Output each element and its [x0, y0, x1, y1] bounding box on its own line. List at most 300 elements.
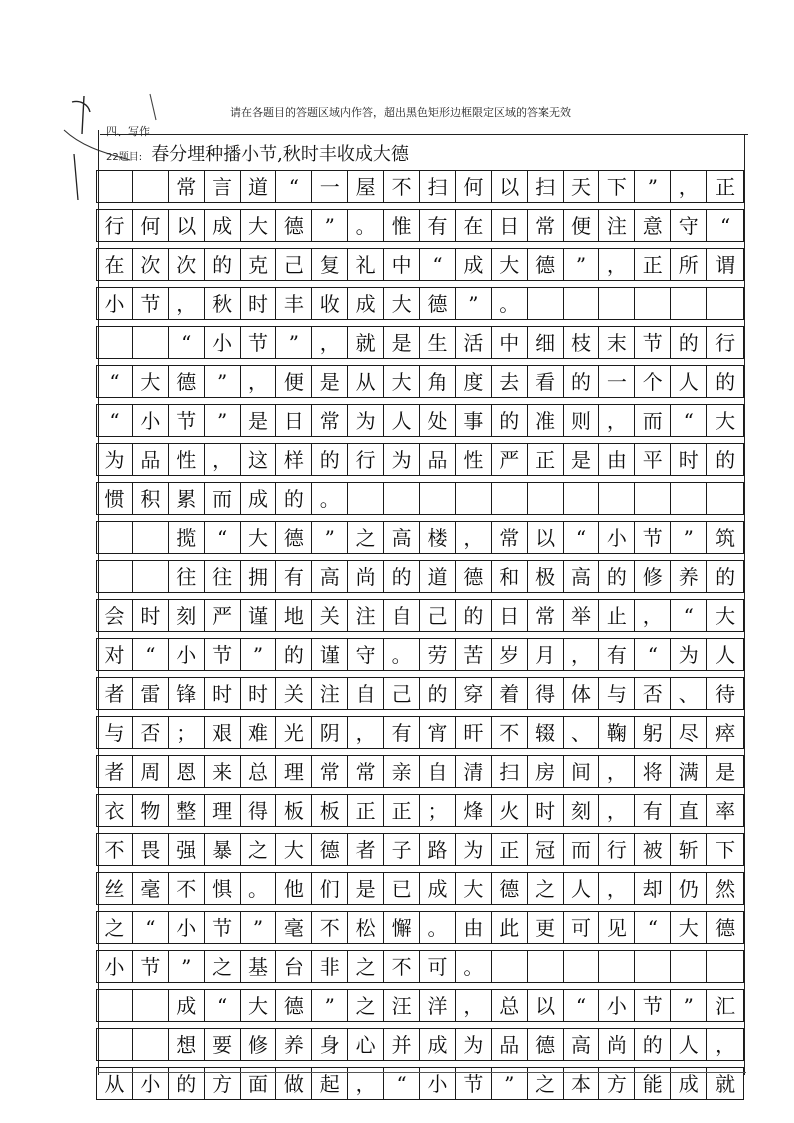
- grid-cell: 惯: [97, 483, 133, 514]
- grid-cell: 复: [312, 249, 348, 280]
- grid-cell: 已: [384, 873, 420, 904]
- grid-cell: ”: [205, 405, 241, 436]
- grid-cell: 性: [169, 444, 205, 475]
- grid-cell: 者: [97, 678, 133, 709]
- grid-cell: ，: [599, 795, 635, 826]
- grid-cell: 常: [312, 405, 348, 436]
- grid-cell: 下: [715, 837, 736, 862]
- grid-cell: 之: [528, 1068, 564, 1099]
- grid-cell: 性: [456, 444, 492, 475]
- grid-cell: 准: [528, 405, 564, 436]
- grid-cell: 扫: [420, 171, 456, 202]
- grid-cell: 时: [241, 288, 277, 319]
- grid-cell: 意: [635, 210, 671, 241]
- grid-cell: 能: [635, 1068, 671, 1099]
- grid-cell: 之: [241, 834, 277, 865]
- grid-cell: ，: [599, 756, 635, 787]
- grid-cell: 尚: [599, 1029, 635, 1060]
- grid-cell: 成: [420, 1029, 456, 1060]
- grid-cell: 以: [528, 990, 564, 1021]
- grid-cell: 时: [671, 444, 707, 475]
- grid-cell: 。: [492, 288, 528, 319]
- grid-cell: [635, 288, 671, 319]
- grid-cell: 辍: [528, 717, 564, 748]
- grid-cell: 成: [420, 873, 456, 904]
- grid-cell: 正: [492, 834, 528, 865]
- grid-cell: 常: [348, 756, 384, 787]
- grid-cell: ，: [348, 1068, 384, 1099]
- grid-cell: 己: [384, 678, 420, 709]
- grid-cell: 更: [528, 912, 564, 943]
- grid-cell: 之: [528, 873, 564, 904]
- grid-cell: 谨: [241, 600, 277, 631]
- grid-cell: ；: [420, 795, 456, 826]
- grid-cell: 周: [133, 756, 169, 787]
- grid-cell: 待: [715, 681, 736, 706]
- grid-cell: 而: [205, 483, 241, 514]
- grid-cell: 是: [241, 405, 277, 436]
- grid-cell: 鞠: [599, 717, 635, 748]
- grid-cell: [492, 951, 528, 982]
- grid-cell: 躬: [635, 717, 671, 748]
- grid-cell: 方: [599, 1068, 635, 1099]
- grid-cell: “: [420, 249, 456, 280]
- grid-cell: ，: [348, 717, 384, 748]
- grid-cell: ，: [456, 990, 492, 1021]
- grid-cell: “: [564, 990, 600, 1021]
- grid-cell: 得: [528, 678, 564, 709]
- grid-cell: 火: [492, 795, 528, 826]
- grid-cell: 丝: [97, 873, 133, 904]
- grid-cell: 日: [276, 405, 312, 436]
- section-label: 四、写作: [106, 125, 150, 138]
- writing-grid: [96, 170, 744, 1106]
- grid-cell: ”: [241, 639, 277, 670]
- grid-cell: 烽: [456, 795, 492, 826]
- grid-cell: 就: [348, 327, 384, 358]
- grid-cell: 毫: [276, 912, 312, 943]
- grid-cell: 节: [133, 951, 169, 982]
- grid-cell: 日: [492, 210, 528, 241]
- grid-cell: 人: [564, 873, 600, 904]
- grid-cell: 中: [492, 327, 528, 358]
- grid-cell: 者: [97, 756, 133, 787]
- grid-cell: ，: [599, 405, 635, 436]
- grid-cell: 做: [276, 1068, 312, 1099]
- grid-cell: 、: [564, 717, 600, 748]
- grid-cell: 本: [564, 1068, 600, 1099]
- grid-cell: 苦: [456, 639, 492, 670]
- grid-cell: 行: [715, 330, 736, 355]
- grid-cell: [528, 288, 564, 319]
- grid-cell: 止: [599, 600, 635, 631]
- grid-cell: ”: [671, 990, 707, 1021]
- grid-cell: 德: [528, 1029, 564, 1060]
- grid-cell: 德: [715, 915, 736, 940]
- grid-cell: 为: [384, 444, 420, 475]
- grid-cell: 关: [276, 678, 312, 709]
- grid-cell: 节: [205, 912, 241, 943]
- grid-cell: 非: [312, 951, 348, 982]
- grid-cell: 板: [276, 795, 312, 826]
- grid-cell: 小: [133, 405, 169, 436]
- grid-cell: 德: [276, 990, 312, 1021]
- grid-cell: 汇: [715, 993, 736, 1018]
- grid-cell: ”: [241, 912, 277, 943]
- grid-cell: 谨: [312, 639, 348, 670]
- grid-cell: 关: [312, 600, 348, 631]
- grid-cell: 整: [169, 795, 205, 826]
- grid-row: [96, 209, 744, 242]
- grid-cell: 角: [420, 366, 456, 397]
- grid-cell: [707, 288, 743, 319]
- grid-cell: 大: [671, 912, 707, 943]
- grid-cell: 。: [456, 951, 492, 982]
- grid-cell: 德: [276, 210, 312, 241]
- grid-cell: ”: [169, 951, 205, 982]
- grid-cell: 的: [715, 564, 736, 589]
- grid-cell: 是: [384, 327, 420, 358]
- grid-cell: 、: [671, 678, 707, 709]
- grid-cell: 严: [492, 444, 528, 475]
- grid-cell: 节: [456, 1068, 492, 1099]
- essay-title-row: [106, 140, 409, 166]
- grid-cell: 为: [456, 834, 492, 865]
- grid-cell: 严: [205, 600, 241, 631]
- grid-cell: “: [719, 213, 731, 238]
- grid-cell: 筑: [715, 525, 736, 550]
- grid-cell: 便: [564, 210, 600, 241]
- grid-cell: 否: [133, 717, 169, 748]
- grid-cell: 丰: [276, 288, 312, 319]
- grid-cell: 由: [456, 912, 492, 943]
- grid-cell: 恩: [169, 756, 205, 787]
- grid-cell: “: [635, 912, 671, 943]
- grid-cell: 修: [241, 1029, 277, 1060]
- grid-cell: 一: [599, 366, 635, 397]
- grid-cell: [635, 483, 671, 514]
- grid-cell: 累: [169, 483, 205, 514]
- grid-cell: 何: [456, 171, 492, 202]
- grid-cell: 德: [169, 366, 205, 397]
- grid-cell: 是: [715, 759, 736, 784]
- grid-cell: [528, 951, 564, 982]
- grid-cell: 德: [276, 522, 312, 553]
- grid-cell: 以: [528, 522, 564, 553]
- grid-cell: 们: [312, 873, 348, 904]
- grid-cell: 自: [384, 600, 420, 631]
- grid-cell: 月: [528, 639, 564, 670]
- grid-cell: 品: [420, 444, 456, 475]
- grid-cell: 不: [384, 171, 420, 202]
- grid-cell: 就: [715, 1071, 736, 1096]
- grid-cell: ，: [456, 522, 492, 553]
- grid-cell: 大: [241, 522, 277, 553]
- grid-cell: 之: [348, 990, 384, 1021]
- grid-cell: 此: [492, 912, 528, 943]
- grid-cell: 被: [635, 834, 671, 865]
- grid-cell: 房: [528, 756, 564, 787]
- grid-cell: 常: [528, 210, 564, 241]
- grid-cell: 体: [564, 678, 600, 709]
- grid-cell: 尚: [348, 561, 384, 592]
- grid-cell: 之: [348, 522, 384, 553]
- grid-cell: 不: [312, 912, 348, 943]
- grid-cell: 理: [205, 795, 241, 826]
- grid-row: [96, 248, 744, 281]
- grid-cell: 德: [528, 249, 564, 280]
- grid-cell: 节: [635, 327, 671, 358]
- grid-cell: 的: [312, 444, 348, 475]
- grid-cell: 看: [528, 366, 564, 397]
- grid-cell: 而: [635, 405, 671, 436]
- grid-cell: ”: [564, 249, 600, 280]
- grid-row: [96, 404, 744, 437]
- grid-cell: 礼: [348, 249, 384, 280]
- grid-cell: “: [276, 171, 312, 202]
- grid-cell: 见: [599, 912, 635, 943]
- grid-cell: 秋: [205, 288, 241, 319]
- grid-row: [96, 170, 744, 203]
- grid-cell: ”: [276, 327, 312, 358]
- grid-cell: 汪: [384, 990, 420, 1021]
- grid-cell: 样: [276, 444, 312, 475]
- grid-cell: 得: [241, 795, 277, 826]
- grid-cell: 他: [276, 873, 312, 904]
- grid-cell: [564, 951, 600, 982]
- grid-cell: 道: [420, 561, 456, 592]
- grid-cell: “: [635, 639, 671, 670]
- grid-cell: 雷: [133, 678, 169, 709]
- answer-area-notice: 请在各题目的答题区域内作答，超出黑色矩形边框限定区域的答案无效: [230, 106, 571, 119]
- grid-cell: 旰: [456, 717, 492, 748]
- grid-cell: 瘁: [715, 720, 736, 745]
- grid-cell: [635, 951, 671, 982]
- grid-cell: 身: [312, 1029, 348, 1060]
- grid-cell: 高: [564, 1029, 600, 1060]
- grid-cell: 为: [97, 444, 133, 475]
- grid-row: [96, 365, 744, 398]
- grid-cell: 守: [671, 210, 707, 241]
- grid-cell: 之: [348, 951, 384, 982]
- grid-cell: 拥: [241, 561, 277, 592]
- grid-cell: [97, 1029, 133, 1060]
- grid-cell: [97, 522, 133, 553]
- grid-cell: 阴: [312, 717, 348, 748]
- grid-row: [96, 638, 744, 671]
- grid-cell: 者: [348, 834, 384, 865]
- grid-cell: 的: [276, 483, 312, 514]
- grid-row: [96, 326, 744, 359]
- grid-row: [96, 716, 744, 749]
- grid-cell: 注: [348, 600, 384, 631]
- grid-cell: 常: [528, 600, 564, 631]
- grid-cell: ，: [241, 366, 277, 397]
- grid-cell: 楼: [420, 522, 456, 553]
- grid-cell: 节: [133, 288, 169, 319]
- grid-cell: 亲: [384, 756, 420, 787]
- grid-cell: 在: [97, 249, 133, 280]
- grid-cell: ，: [564, 639, 600, 670]
- grid-cell: 地: [276, 600, 312, 631]
- grid-cell: 板: [312, 795, 348, 826]
- grid-cell: 满: [671, 756, 707, 787]
- grid-cell: 和: [492, 561, 528, 592]
- grid-cell: 小: [420, 1068, 456, 1099]
- grid-cell: 之: [205, 951, 241, 982]
- grid-cell: 行: [599, 834, 635, 865]
- grid-cell: 高: [384, 522, 420, 553]
- grid-cell: 己: [276, 249, 312, 280]
- grid-cell: 人: [715, 642, 736, 667]
- grid-cell: 。: [348, 210, 384, 241]
- grid-cell: 克: [241, 249, 277, 280]
- essay-title: 春分埋种播小节,秋时丰收成大德: [151, 144, 409, 165]
- grid-cell: ”: [671, 522, 707, 553]
- grid-cell: 。: [241, 873, 277, 904]
- grid-cell: 物: [133, 795, 169, 826]
- grid-cell: 高: [564, 561, 600, 592]
- grid-cell: 与: [97, 717, 133, 748]
- grid-cell: 往: [169, 561, 205, 592]
- grid-cell: 德: [420, 288, 456, 319]
- grid-cell: 为: [671, 639, 707, 670]
- grid-cell: 大: [276, 834, 312, 865]
- grid-cell: [133, 1029, 169, 1060]
- grid-cell: “: [133, 912, 169, 943]
- grid-cell: 艰: [205, 717, 241, 748]
- grid-cell: 成: [348, 288, 384, 319]
- grid-cell: [97, 561, 133, 592]
- grid-row: [96, 1028, 744, 1061]
- grid-cell: 小: [599, 990, 635, 1021]
- frame-bottom-border: [98, 1072, 746, 1073]
- grid-cell: [133, 327, 169, 358]
- grid-cell: 行: [97, 210, 133, 241]
- grid-cell: 对: [97, 639, 133, 670]
- grid-cell: 处: [420, 405, 456, 436]
- grid-cell: 自: [420, 756, 456, 787]
- grid-cell: 修: [635, 561, 671, 592]
- grid-cell: 并: [384, 1029, 420, 1060]
- grid-cell: [97, 990, 133, 1021]
- grid-cell: 台: [276, 951, 312, 982]
- grid-cell: 宵: [420, 717, 456, 748]
- grid-cell: 基: [241, 951, 277, 982]
- grid-cell: 的: [635, 1029, 671, 1060]
- grid-cell: 冠: [528, 834, 564, 865]
- grid-cell: 正: [528, 444, 564, 475]
- grid-cell: 来: [205, 756, 241, 787]
- grid-cell: 事: [456, 405, 492, 436]
- grid-cell: 而: [564, 834, 600, 865]
- grid-cell: 锋: [169, 678, 205, 709]
- grid-cell: 成: [169, 990, 205, 1021]
- grid-cell: 会: [97, 600, 133, 631]
- grid-cell: “: [384, 1068, 420, 1099]
- grid-cell: 从: [97, 1068, 133, 1099]
- grid-cell: 节: [205, 639, 241, 670]
- grid-cell: 成: [205, 210, 241, 241]
- grid-cell: 扫: [528, 171, 564, 202]
- grid-cell: 总: [241, 756, 277, 787]
- grid-cell: [564, 483, 600, 514]
- grid-row: [96, 833, 744, 866]
- grid-cell: [97, 171, 133, 202]
- grid-cell: 这: [241, 444, 277, 475]
- grid-cell: ”: [312, 522, 348, 553]
- grid-cell: [671, 288, 707, 319]
- grid-cell: ，: [169, 288, 205, 319]
- grid-row: [96, 794, 744, 827]
- grid-cell: 小: [169, 639, 205, 670]
- grid-cell: 自: [348, 678, 384, 709]
- grid-cell: 要: [205, 1029, 241, 1060]
- grid-cell: 的: [599, 561, 635, 592]
- grid-cell: 则: [564, 405, 600, 436]
- grid-cell: 劳: [420, 639, 456, 670]
- grid-cell: 小: [133, 1068, 169, 1099]
- grid-cell: 道: [241, 171, 277, 202]
- grid-cell: 节: [635, 990, 671, 1021]
- grid-cell: 节: [169, 405, 205, 436]
- grid-cell: 守: [348, 639, 384, 670]
- grid-cell: 大: [492, 249, 528, 280]
- grid-cell: 屋: [348, 171, 384, 202]
- grid-cell: 却: [635, 873, 671, 904]
- grid-cell: 往: [205, 561, 241, 592]
- grid-cell: 行: [348, 444, 384, 475]
- grid-cell: 率: [715, 798, 736, 823]
- grid-cell: “: [671, 405, 707, 436]
- grid-cell: 活: [456, 327, 492, 358]
- grid-cell: 可: [564, 912, 600, 943]
- grid-cell: 为: [348, 405, 384, 436]
- grid-cell: 枝: [564, 327, 600, 358]
- grid-cell: 的: [420, 678, 456, 709]
- grid-cell: 不: [384, 951, 420, 982]
- grid-cell: 人: [671, 1029, 707, 1060]
- grid-cell: 度: [456, 366, 492, 397]
- grid-cell: “: [97, 405, 133, 436]
- grid-cell: “: [205, 990, 241, 1021]
- grid-cell: [133, 561, 169, 592]
- grid-cell: 德: [456, 561, 492, 592]
- grid-cell: 松: [348, 912, 384, 943]
- grid-cell: “: [169, 327, 205, 358]
- grid-cell: 有: [420, 210, 456, 241]
- grid-cell: [133, 990, 169, 1021]
- grid-cell: 大: [241, 210, 277, 241]
- grid-cell: 为: [456, 1029, 492, 1060]
- grid-cell: 之: [97, 912, 133, 943]
- grid-cell: 由: [599, 444, 635, 475]
- grid-cell: “: [133, 639, 169, 670]
- grid-cell: 时: [205, 678, 241, 709]
- grid-cell: 的: [715, 447, 736, 472]
- grid-cell: 品: [492, 1029, 528, 1060]
- grid-cell: 暴: [205, 834, 241, 865]
- grid-cell: [599, 288, 635, 319]
- grid-row: [96, 443, 744, 476]
- grid-cell: 是: [312, 366, 348, 397]
- frame-right-border: [744, 134, 745, 1075]
- grid-cell: 的: [671, 327, 707, 358]
- grid-cell: [97, 327, 133, 358]
- grid-cell: 可: [420, 951, 456, 982]
- grid-cell: 成: [671, 1068, 707, 1099]
- grid-cell: 品: [133, 444, 169, 475]
